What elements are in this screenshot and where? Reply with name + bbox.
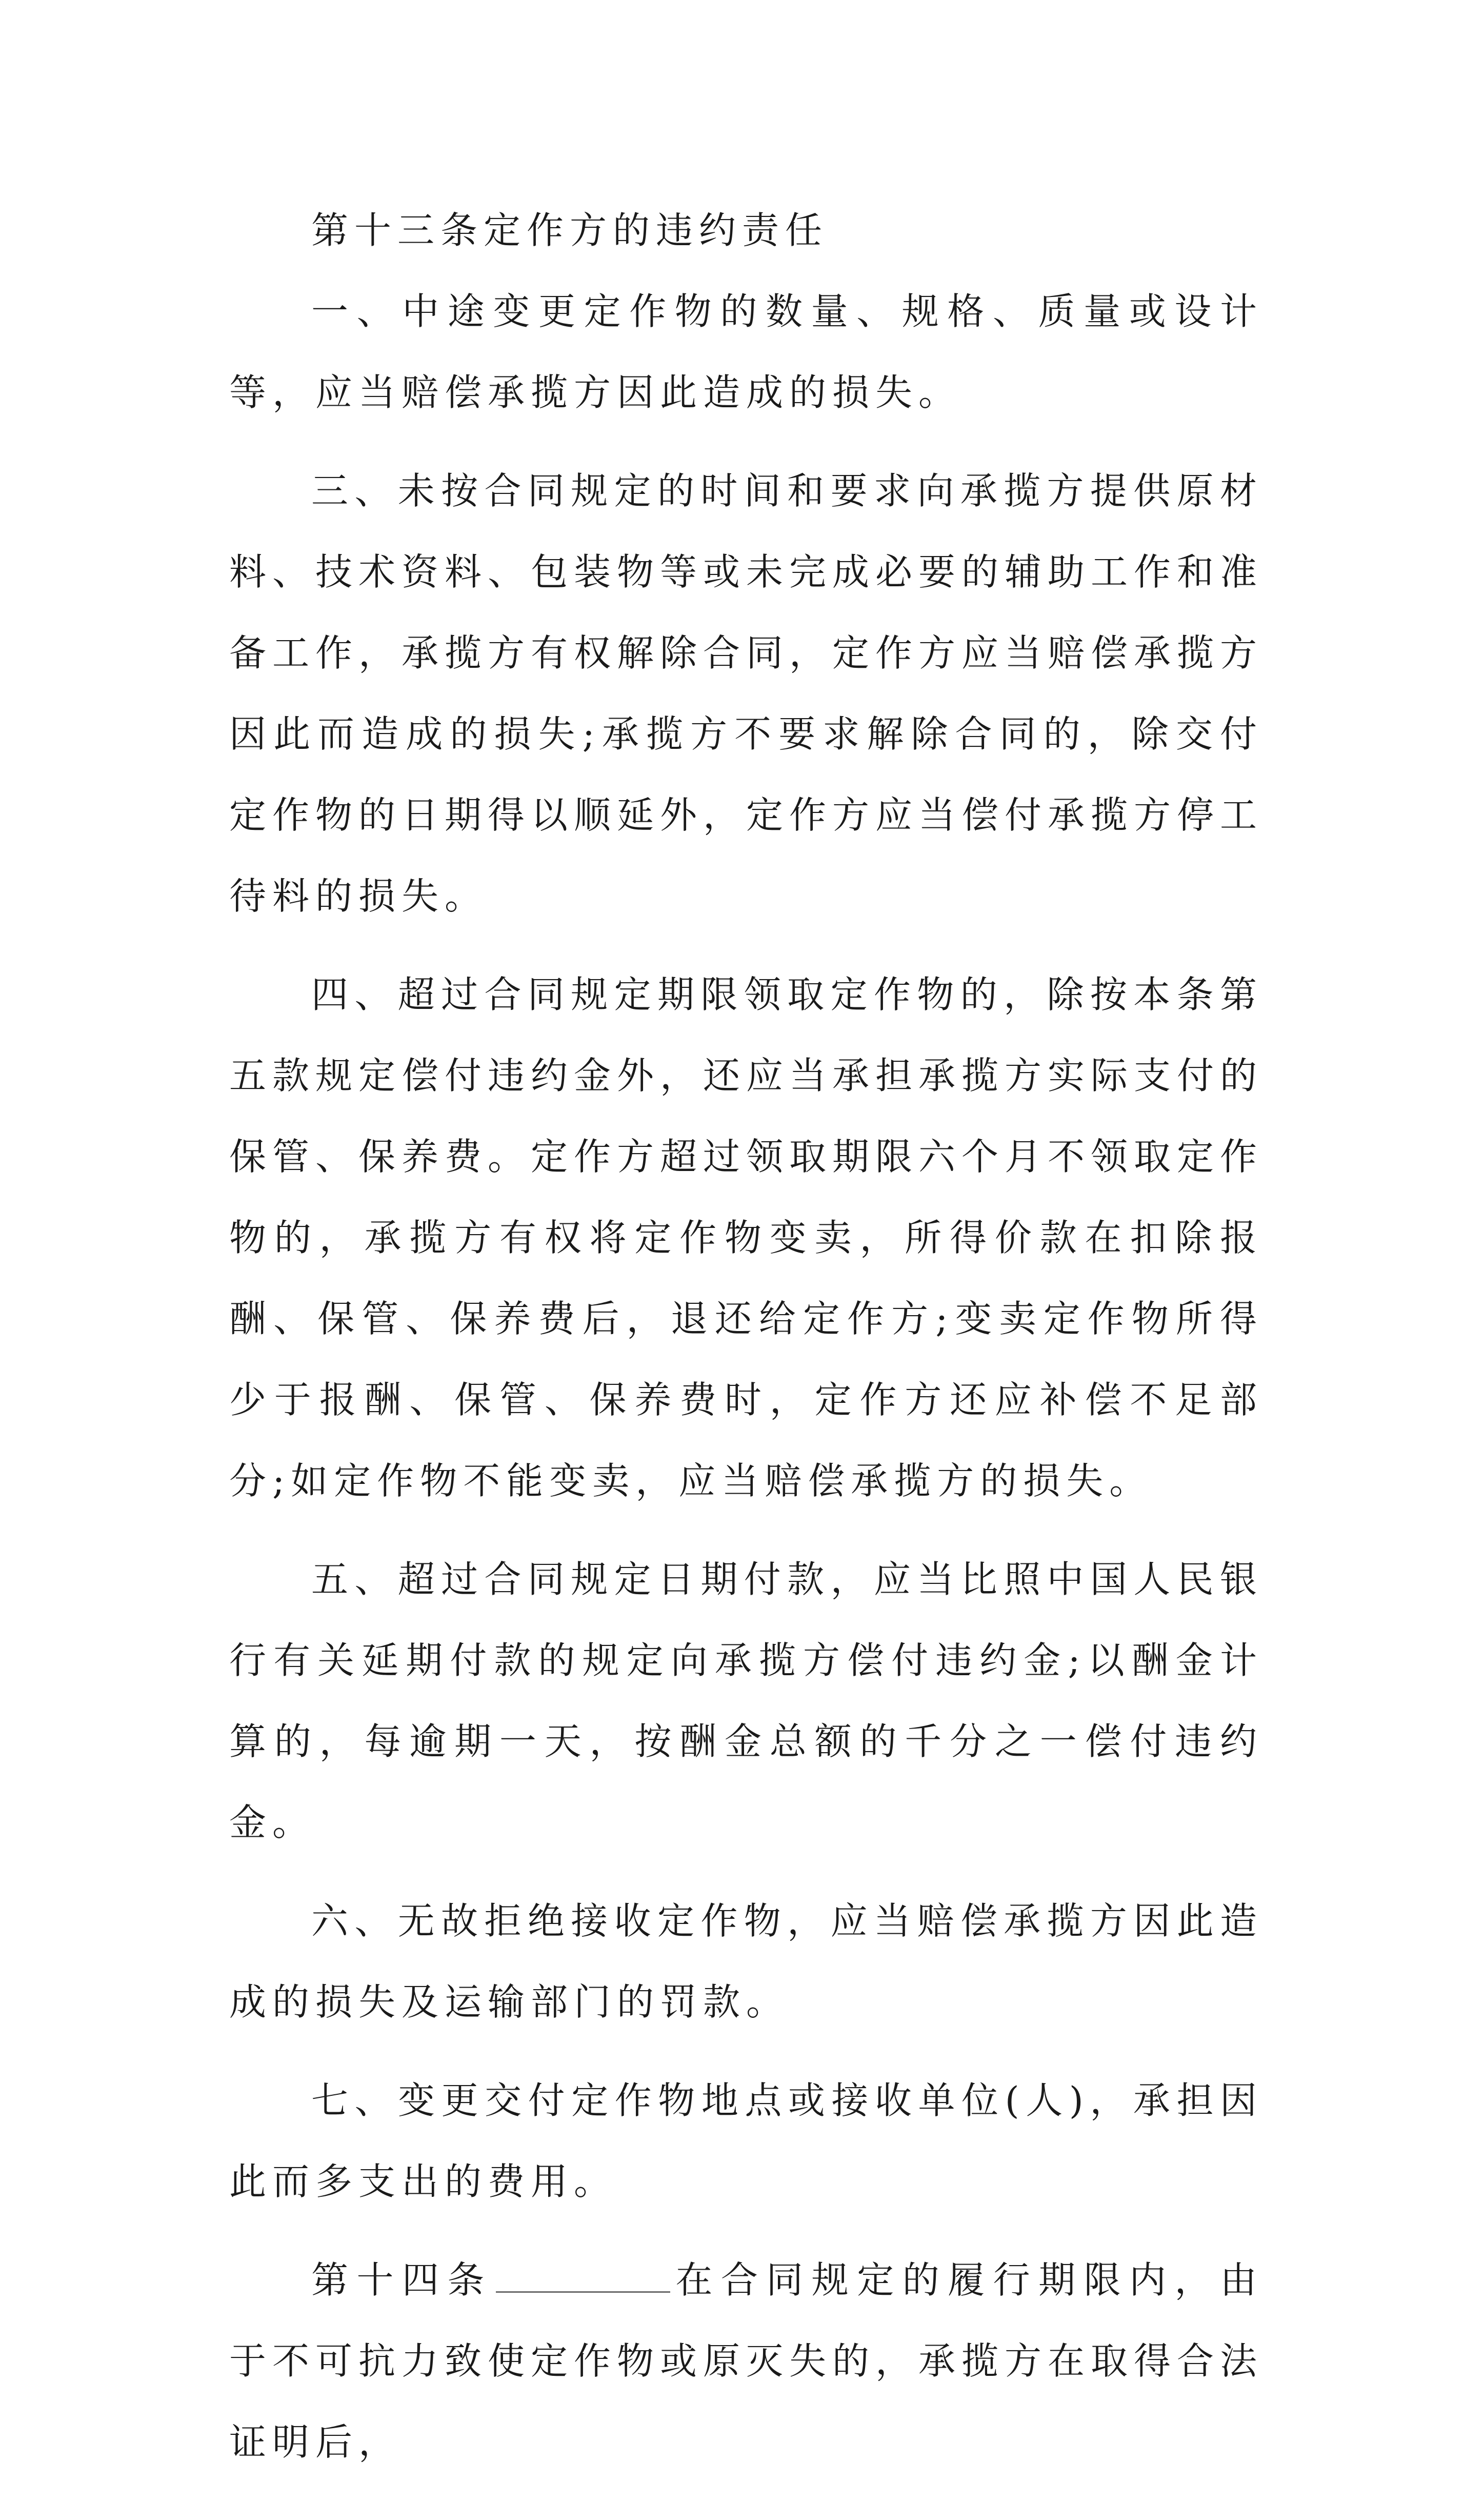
clause-6: 六、无故拒绝接收定作物，应当赔偿承揽方因此造成的损失及运输部门的罚款。 [229, 1899, 1263, 2023]
article-14-prefix: 第十四条 [311, 2258, 493, 2301]
clause-1: 一、中途变更定作物的数量、规格、质量或设计等，应当赔偿承揽方因此造成的损失。 [229, 290, 1263, 414]
article-13-title: 第十三条定作方的违约责任 [311, 209, 829, 252]
fill-in-blank [496, 2260, 670, 2293]
article-14-text: 在合同规定的履行期限内，由于不可抗力致使定作物或原灭失的，承揽方在取得合法证明后， [229, 2258, 1264, 2464]
clause-3: 三、未按合同规定的时间和要求向承揽方提供原材料、技术资料、包装物等或未完成必要的辅助工作和准备工作，承揽方有权解除合同，定作方应当赔偿承揽方因此而造成的损失;承揽方不要求解除合同的，除交付定作物的日期得以顺延外，定作方应当偿付承揽方停工待料的损失。 [229, 469, 1264, 918]
document-body [229, 190, 1263, 2500]
article-14 [229, 2239, 1263, 2483]
clause-4: 四、超过合同规定期限领取定作物的，除按本条第五款规定偿付违约金外，还应当承担承揽方实际支付的保管、保养费。定作方超过领取期限六个月不领取定作物的，承揽方有权将定作物变卖，所得价款在扣除报酬、保管、保养费后，退还给定作方;变卖定作物所得少于报酬、保管、保养费时，定作方还应补偿不足部分;如定作物不能变卖，应当赔偿承揽方的损失。 [229, 973, 1264, 1502]
clause-5: 五、超过合同规定日期付款，应当比照中国人民银行有关延期付款的规定向承揽方偿付违约金;以酬金计算的，每逾期一天，按酬金总额的千分之一偿付违约金。 [229, 1558, 1263, 1844]
clause-7: 七、变更交付定作物地点或接收单位(人)，承担因此而多支出的费用。 [229, 2079, 1263, 2203]
